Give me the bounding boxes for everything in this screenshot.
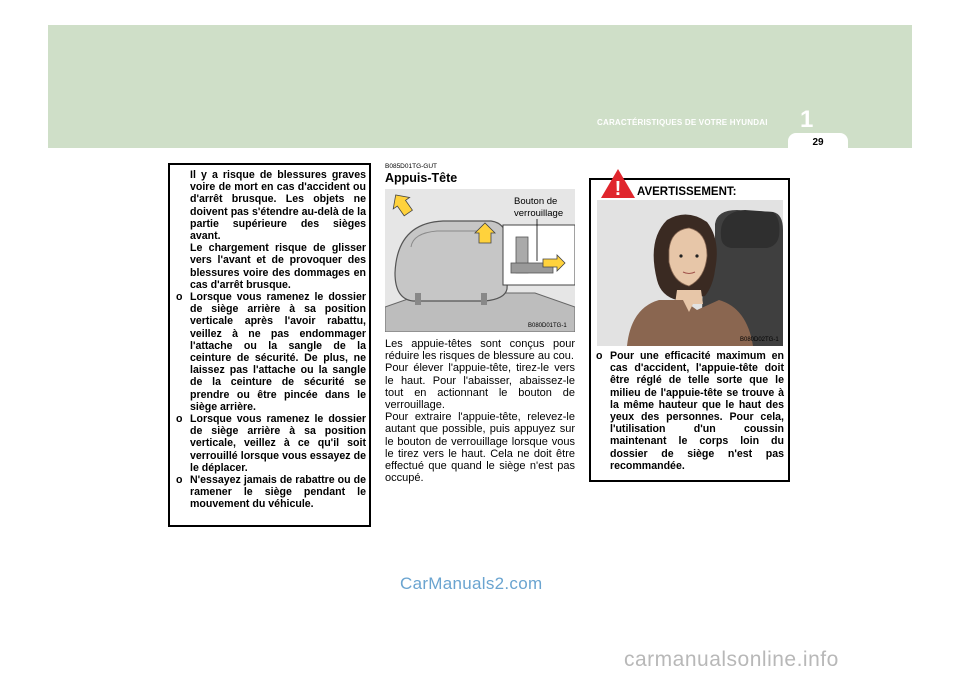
- page-number: 29: [812, 137, 824, 148]
- bullet-marker: o: [596, 350, 603, 362]
- bullet-marker: o: [176, 474, 183, 487]
- left-warning-text: [176, 169, 366, 511]
- body-paragraph: Les appuie-têtes sont conçus pour réduire les risques de blessure au cou.: [385, 338, 575, 363]
- figure-code: B080D01TG-1: [528, 323, 567, 329]
- section-code: B085D01TG-GUT: [385, 163, 438, 170]
- right-warning-text: [596, 350, 784, 472]
- warning-item-text: N'essayez jamais de rabattre ou de ramener le siège pendant le mouvement du véhicule.: [190, 474, 366, 511]
- chapter-title: CARACTÉRISTIQUES DE VOTRE HYUNDAI: [597, 118, 768, 127]
- warning-intro-2: Le chargement risque de glisser vers l'avant et de provoquer des blessures voire des dommages en cas d'arrêt brusque.: [190, 242, 366, 291]
- warning-item: [596, 350, 784, 472]
- chapter-number: 1: [800, 106, 814, 133]
- warning-title: AVERTISSEMENT:: [637, 186, 737, 198]
- lock-button-callout: Bouton de verrouillage: [514, 196, 564, 219]
- warning-item: [176, 474, 366, 511]
- warning-intro: Il y a risque de blessures graves voire de mort en cas d'accident ou d'arrêt brusque. Les objets ne doivent pas s'étendre au-delà de la partie supérieure des sièges avant.: [190, 169, 366, 243]
- warning-item-text: Lorsque vous ramenez le dossier de siège arrière à sa position verticale, veillez à ce qu'il soit verrouillé lorsque vous essayez de le déplacer.: [190, 413, 366, 474]
- watermark-carmanuals2: CarManuals2.com: [400, 574, 543, 593]
- warning-item-text: Lorsque vous ramenez le dossier de siège arrière à sa position verticale après l'avoir rabattu, veillez à ne pas endommager l'attache ou la sangle de la ceinture de sécurité. De plus, ne laissez pas l'attache ou la sangle de la ceinture de sécurité se prendre ou être pincée dans le siège arrière.: [190, 291, 366, 413]
- bullet-marker: o: [176, 291, 183, 304]
- seated-person-figure: [597, 200, 783, 346]
- section-title: Appuis-Tête: [385, 171, 458, 185]
- headrest-body-text: [385, 338, 575, 484]
- body-paragraph: Pour élever l'appuie-tête, tirez-le vers le haut. Pour l'abaisser, abaissez-le tout en actionnant le bouton de verrouillage.: [385, 362, 575, 412]
- header-band: [48, 25, 912, 148]
- warning-triangle-icon: [600, 168, 636, 200]
- warning-glyph: !: [614, 178, 622, 200]
- warning-item: [176, 291, 366, 413]
- warning-item: [176, 413, 366, 474]
- warning-item-text: Pour une efficacité maximum en cas d'accident, l'appuie-tête doit être réglé de telle sorte que le milieu de l'appuie-tête se trouve à la même hauteur que le haut des yeux des personnes. Pour cela, l'utilisation d'un coussin maintenant le corps loin du dossier de siège n'est pas recommandée.: [610, 350, 784, 472]
- figure-code: B080D02TG-1: [740, 337, 779, 343]
- body-paragraph: Pour extraire l'appuie-tête, relevez-le autant que possible, puis appuyez sur le bouton de verrouillage lorsque vous le tirez vers le haut. Cela ne doit être effectué que quand le siège n'est pas occupé.: [385, 411, 575, 485]
- bullet-marker: o: [176, 413, 183, 426]
- seated-person-illustration: [597, 200, 783, 346]
- watermark-carmanualsonline: carmanualsonline.info: [624, 648, 839, 671]
